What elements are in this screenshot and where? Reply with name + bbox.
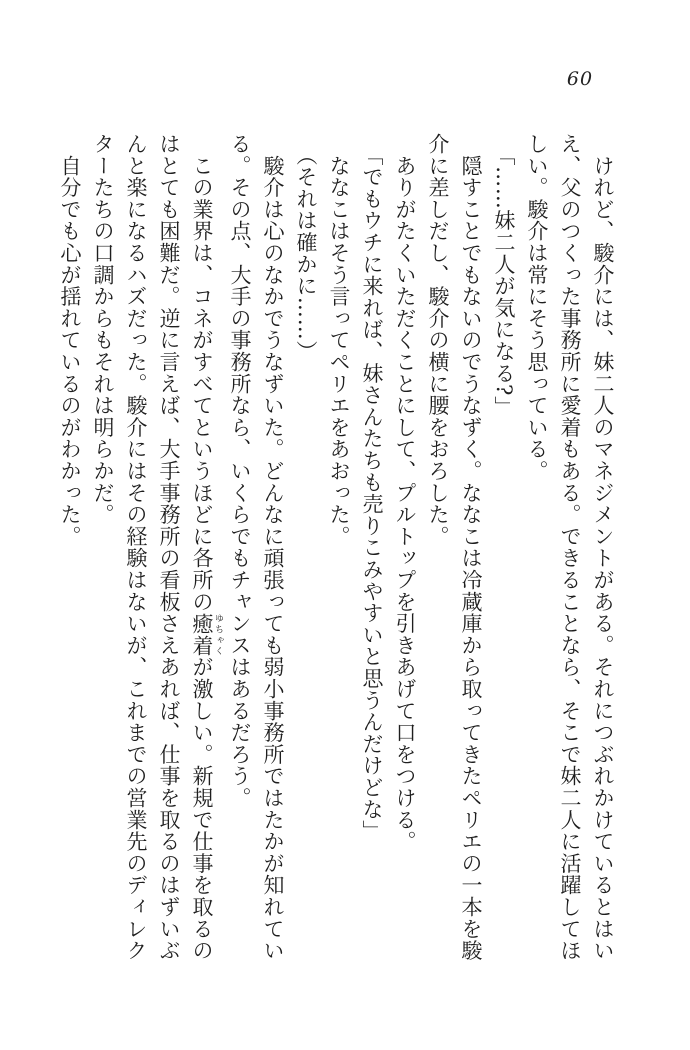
text-line	[355, 133, 388, 965]
text-segment: しい。駿介は常にそう思っている。	[525, 133, 549, 482]
text-line	[289, 133, 322, 965]
text-segment: 介に差しだし、駿介の横に腰をおろした。	[426, 133, 450, 548]
text-line	[520, 133, 553, 965]
text-segment: る。その点、大手の事務所なら、いくらでもチャンスはあるだろう。	[228, 133, 252, 809]
text-line	[454, 133, 487, 965]
text-segment: この業界は、コネがすべてというほどに各所の	[190, 133, 214, 613]
text-segment: 自分でも心が揺れているのがわかった。	[58, 133, 82, 548]
text-segment: が激しい。新規で仕事を取るの	[190, 656, 214, 962]
text-segment: 「でもウチに来れば、妹さんたちも売りこみやすいと思うんだけどな」	[360, 133, 384, 842]
text-line	[119, 133, 152, 965]
text-segment: ありがたくいただくことにして、プルトップを引きあげて口をつける。	[393, 133, 417, 853]
text-segment: はとても困難だ。逆に言えば、大手事務所の看板さえあれば、仕事を取るのはずいぶ	[157, 133, 181, 962]
text-segment: ななこはそう言ってペリエをあおった。	[327, 133, 351, 548]
text-line	[53, 133, 86, 965]
text-segment: ターたちの口調からもそれは明らかだ。	[91, 133, 115, 526]
text-segment: え、父のつくった事務所に愛着もある。できることなら、そこで妹二人に活躍してほ	[558, 133, 582, 962]
text-segment: けれど、駿介には、妹二人のマネジメントがある。それにつぶれかけているとはい	[591, 133, 615, 962]
ruby-annotation: 癒着 ゆちゃく	[190, 612, 223, 657]
text-segment: 駿介は心のなかでうなずいた。どんなに頑張っても弱小事務所ではたかが知れてい	[261, 133, 285, 962]
vertical-text-block	[53, 133, 619, 965]
text-line	[586, 133, 619, 965]
text-line	[553, 133, 586, 965]
page-number: 60	[566, 68, 594, 90]
text-line	[185, 133, 223, 965]
text-line	[86, 133, 119, 965]
text-segment: んと楽になるハズだった。駿介にはその経験はないが、これまでの営業先のディレク	[124, 133, 148, 962]
text-line	[388, 133, 421, 965]
text-segment: 隠すことでもないのでうなずく。ななこは冷蔵庫から取ってきたペリエの一本を駿	[459, 133, 483, 962]
text-line	[152, 133, 185, 965]
text-line	[487, 133, 520, 965]
text-segment: 「……妹二人が気になる?」	[492, 133, 516, 418]
text-segment: （それは確かに……）	[294, 133, 318, 363]
text-line	[322, 133, 355, 965]
text-line	[256, 133, 289, 965]
text-line	[421, 133, 454, 965]
text-line	[223, 133, 256, 965]
